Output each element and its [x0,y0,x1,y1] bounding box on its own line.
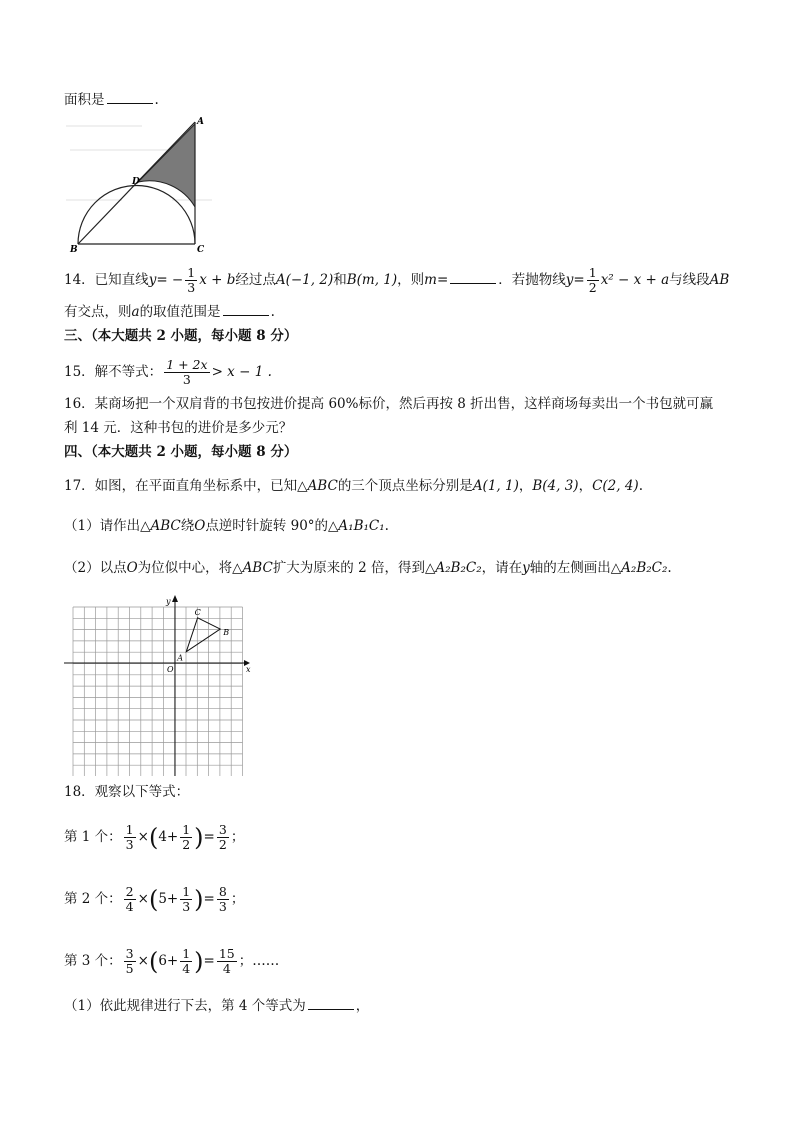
q16-line2: 利 14 元．这种书包的进价是多少元？ [64,420,293,436]
q14-line2: 有交点，则a的取值范围是 . [64,304,275,320]
fraction: $\frac{1}{3}$ [187,265,196,295]
section-3-heading: 三、（本大题共 2 小题，每小题 8 分） [64,328,298,344]
fraction: $\frac{1 + 2x}{3}$ [166,357,208,387]
vertex-label-B: B [223,628,230,638]
x-axis-label: x [246,665,251,674]
q13-line: 面积是 . [64,92,159,108]
answer-blank [308,997,354,1010]
q13-text: 面积是 [64,92,105,108]
y-axis-label: y [166,597,171,606]
label-B: B [70,245,78,254]
q18-eq1: 第 1 个： $\frac{1}{3}$ ×(4+ $\frac{1}{2}$ )= $\frac{3}{2}$ ； [64,822,245,852]
q18-intro: 18．观察以下等式： [64,784,190,800]
q14-line1: 14．已知直线y= − $\frac{1}{3}$ x + b经过点A(−1, 2)和B(m, 1)，则m= ．若抛物线y= $\frac{1}{2}$ x² − x + a与线段AB [64,265,730,295]
q18-eq3: 第 3 个： $\frac{3}{5}$ ×(6+ $\frac{1}{4}$ )= $\frac{15}{4}$ ；…… [64,946,280,976]
section-4-heading: 四、（本大题共 2 小题，每小题 8 分） [64,444,298,460]
fraction: $\frac{1}{2}$ [588,265,597,295]
q17-line1: 17．如图，在平面直角坐标系中，已知△ABC的三个顶点坐标分别是A(1, 1)，B(4, 3)，C(2, 4). [64,478,643,494]
q18-part1: （1）依此规律进行下去，第 4 个等式为 ， [64,998,370,1014]
q18-eq2: 第 2 个： $\frac{2}{4}$ ×(5+ $\frac{1}{3}$ )= $\frac{8}{3}$ ； [64,884,245,914]
q17-part1: （1）请作出△ABC绕O点逆时针旋转 90°的△A₁B₁C₁. [64,518,389,534]
answer-blank [223,303,269,316]
label-D: D [132,177,140,187]
origin-label: O [167,665,174,674]
q16-line1: 16．某商场把一个双肩背的书包按进价提高 60%标价，然后再按 8 折出售，这样商场每卖出一个书包就可赢 [64,396,714,412]
answer-blank [107,91,153,104]
geometry-figure [62,114,222,254]
y-axis-arrow [172,595,178,602]
vertex-label-A: A [177,653,184,663]
q15-line: 15．解不等式： $\frac{1 + 2x}{3}$ > x − 1 . [64,357,272,387]
triangle-ABC [186,618,220,652]
coordinate-grid [64,594,254,776]
vertex-label-C: C [194,607,201,617]
label-C: C [197,245,205,254]
answer-blank [450,271,496,284]
q17-part2: （2）以点O为位似中心，将△ABC扩大为原来的 2 倍，得到△A₂B₂C₂，请在y轴的左侧画出△A₂B₂C₂. [64,560,672,576]
label-A: A [197,117,204,127]
